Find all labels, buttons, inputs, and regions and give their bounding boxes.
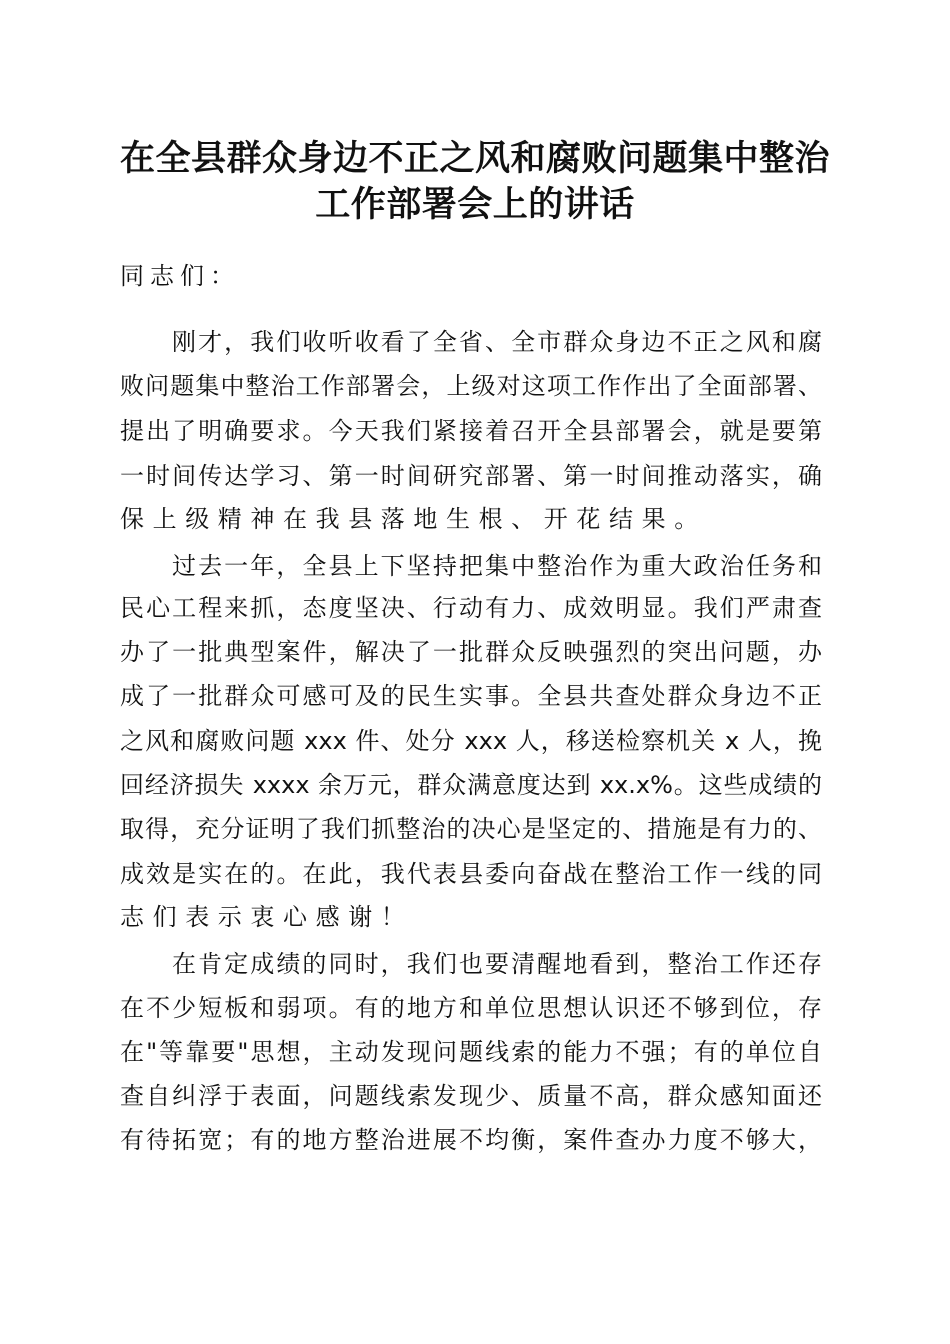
document-title-line-2: 工作部署会上的讲话 — [315, 184, 635, 225]
document-title-line-1: 在全县群众身边不正之风和腐败问题集中整治 — [119, 138, 830, 179]
paragraph-1-line: 一时间传达学习、第一时间研究部署、第一时间推动落实，确 — [120, 462, 822, 490]
paragraph-2-line: 取得，充分证明了我们抓整治的决心是坚定的、措施是有力的、 — [120, 815, 822, 843]
paragraph-2-line: 回经济损失 xxxx 余万元，群众满意度达到 xx.x%。这些成绩的 — [120, 771, 822, 799]
paragraph-1-line: 败问题集中整治工作部署会，上级对这项工作作出了全面部署、 — [120, 372, 822, 400]
paragraph-2-line: 成了一批群众可感可及的民生实事。全县共查处群众身边不正 — [120, 682, 822, 710]
paragraph-3-line: 查自纠浮于表面，问题线索发现少、质量不高，群众感知面还 — [120, 1082, 822, 1110]
paragraph-3-line: 在"等靠要"思想，主动发现问题线索的能力不强；有的单位自 — [120, 1038, 822, 1066]
paragraph-2-line: 成效是实在的。在此，我代表县委向奋战在整治工作一线的同 — [120, 860, 822, 888]
paragraph-1-line: 刚才，我们收听收看了全省、全市群众身边不正之风和腐 — [172, 328, 822, 356]
paragraph-3-line: 在不少短板和弱项。有的地方和单位思想认识还不够到位，存 — [120, 994, 822, 1022]
paragraph-1-line: 保上级精神在我县落地生根、开花结果。 — [120, 505, 707, 533]
paragraph-3-line: 有待拓宽；有的地方整治进展不均衡，案件查办力度不够大， — [120, 1126, 822, 1154]
paragraph-3-line: 在肯定成绩的同时，我们也要清醒地看到，整治工作还存 — [172, 950, 822, 978]
paragraph-2-line: 过去一年，全县上下坚持把集中整治作为重大政治任务和 — [172, 552, 822, 580]
paragraph-2-line: 办了一批典型案件，解决了一批群众反映强烈的突出问题，办 — [120, 638, 822, 666]
paragraph-2-line: 志们表示衷心感谢！ — [120, 903, 414, 931]
salutation: 同志们： — [120, 262, 240, 290]
paragraph-2-line: 民心工程来抓，态度坚决、行动有力、成效明显。我们严肃查 — [120, 594, 822, 622]
paragraph-1-line: 提出了明确要求。今天我们紧接着召开全县部署会，就是要第 — [120, 417, 822, 445]
paragraph-2-line: 之风和腐败问题 xxx 件、处分 xxx 人，移送检察机关 x 人，挽 — [120, 727, 822, 755]
